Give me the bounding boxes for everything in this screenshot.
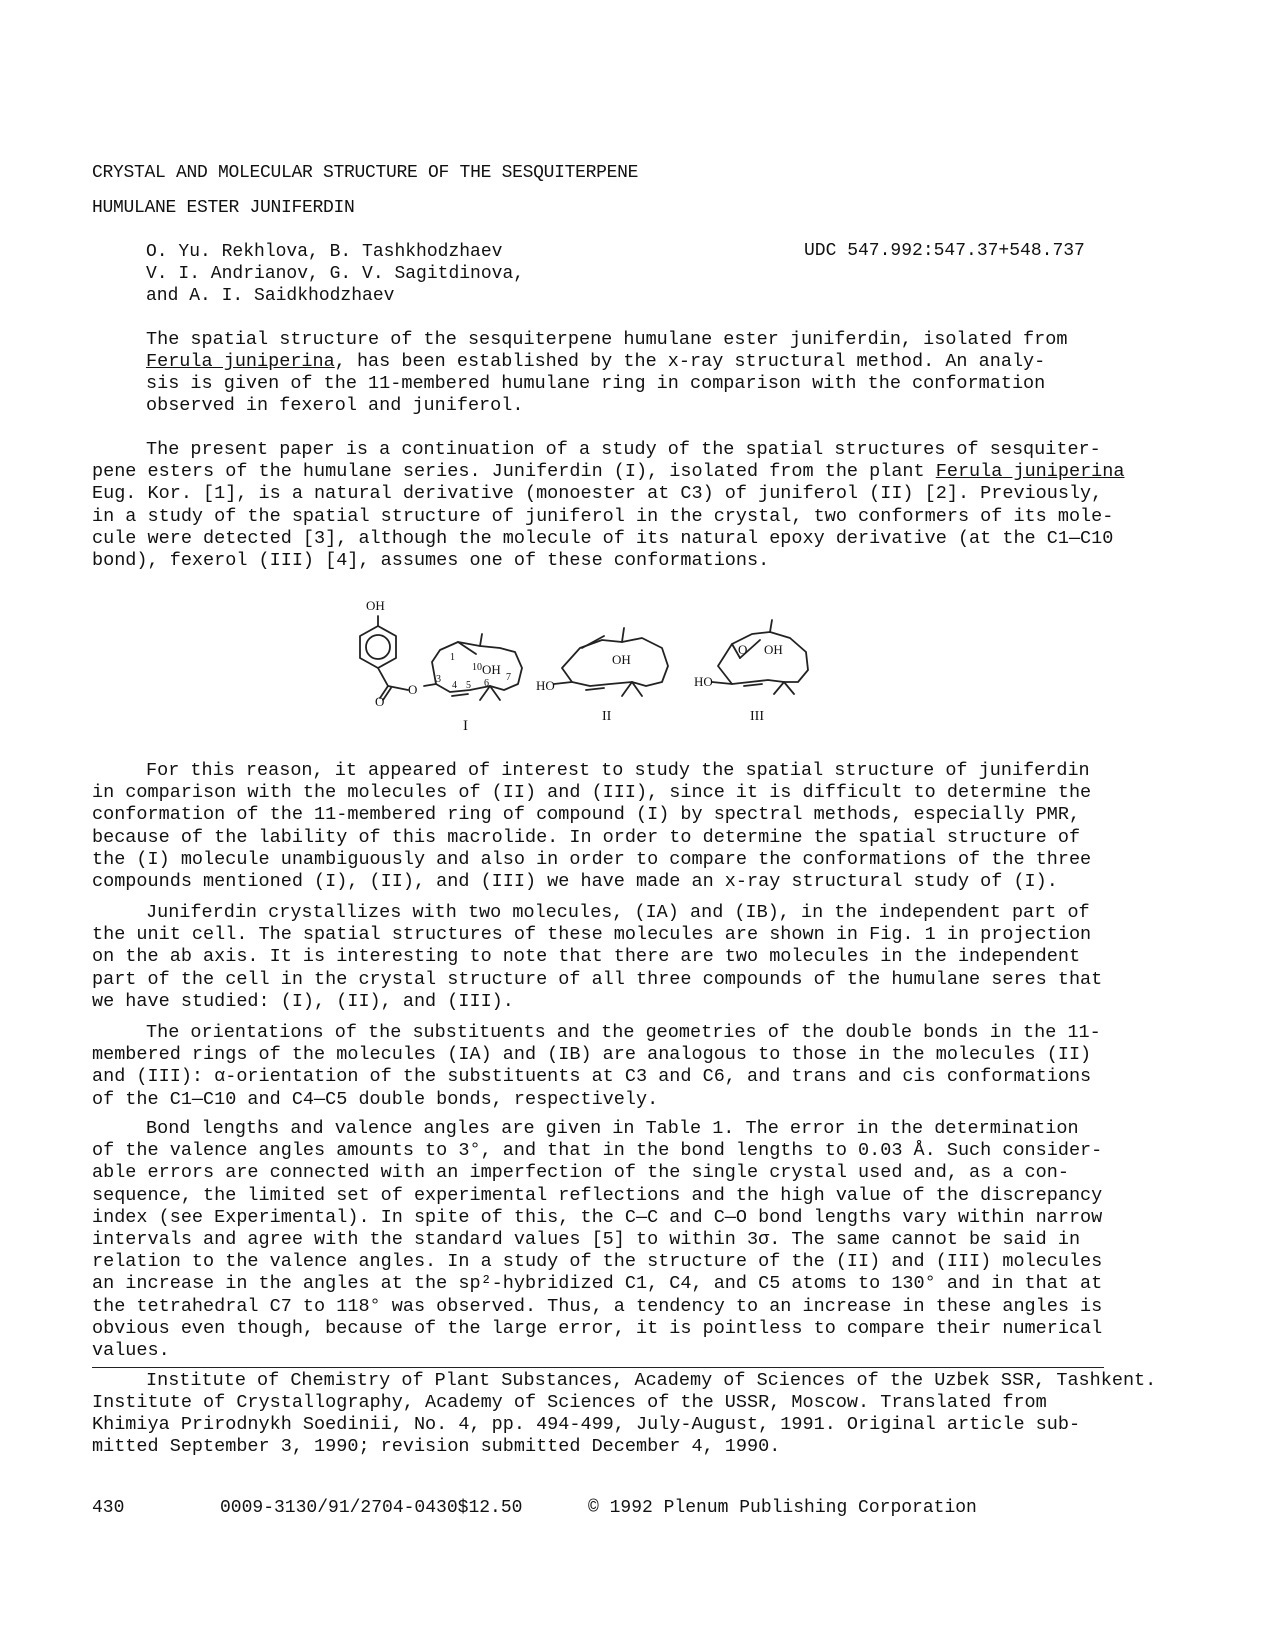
bond: [378, 668, 388, 686]
author-list: [146, 241, 524, 307]
atom-number-4: 4: [452, 680, 457, 691]
footnote-line: mitted September 3, 1990; revision submitted December 4, 1990.: [92, 1436, 781, 1457]
oh-label: OH: [482, 662, 501, 677]
paragraph-line: an increase in the angles at the sp²-hybridized C1, C4, and C5 atoms to 130° and in that at: [92, 1273, 1103, 1295]
paragraph-crystal: [92, 902, 1122, 1013]
abstract-line: observed in fexerol and juniferol.: [146, 395, 524, 416]
species-name: Ferula juniperina: [935, 461, 1125, 483]
macrocycle-ring-3: [718, 632, 808, 684]
paragraph-line: the (I) molecule unambiguously and also in order to compare the conformations of the three: [92, 848, 1092, 870]
paragraph-line: because of the lability of this macrolide. In order to determine the spatial structure of: [92, 826, 1081, 848]
abstract: [146, 329, 1096, 417]
author-line: and A. I. Saidkhodzhaev: [146, 286, 395, 306]
bond: [744, 684, 762, 686]
compound-label-1: I: [463, 718, 468, 734]
paragraph-line: Juniferdin crystallizes with two molecules, (IA) and (IB), in the independent part of: [146, 902, 1090, 923]
bond: [554, 682, 572, 684]
aromatic-circle: [366, 635, 390, 659]
paragraph-bond-lengths: [92, 1118, 1122, 1362]
paragraph-line: compounds mentioned (I), (II), and (III) we have made an x-ray structural study of (I).: [92, 871, 1058, 893]
abstract-text: , has been established by the x-ray structural method. An analy-: [334, 351, 1046, 372]
copyright-notice: © 1992 Plenum Publishing Corporation: [588, 1498, 977, 1518]
paragraph-line: relation to the valence angles. In a study of the structure of the (II) and (III) molecules: [92, 1251, 1103, 1273]
author-line: V. I. Andrianov, G. V. Sagitdinova,: [146, 264, 525, 284]
oh-label: OH: [366, 598, 385, 613]
atom-number-7: 7: [506, 672, 511, 683]
udc-code: UDC 547.992:547.37+548.737: [804, 241, 1085, 261]
paragraph-line: of the valence angles amounts to 3°, and that in the bond lengths to 0.03 Å. Such consider-: [92, 1140, 1103, 1162]
bond: [480, 634, 482, 646]
ho-label: HO: [536, 678, 555, 693]
atom-number-6: 6: [484, 678, 489, 689]
paragraph-line: sequence, the limited set of experimental reflections and the high value of the discrepancy: [92, 1184, 1103, 1206]
paragraph-line: intervals and agree with the standard values [5] to within 3σ. The same cannot be said in: [92, 1229, 1081, 1251]
abstract-line: The spatial structure of the sesquiterpene humulane ester juniferdin, isolated from: [146, 329, 1068, 350]
bond: [582, 636, 604, 648]
species-name: Ferula juniperina: [146, 351, 335, 372]
bond: [586, 688, 604, 690]
atom-number-1: 1: [450, 652, 455, 663]
paragraph-line: the unit cell. The spatial structures of these molecules are shown in Fig. 1 in projection: [92, 924, 1092, 946]
author-line: O. Yu. Rekhlova, B. Tashkhodzhaev: [146, 242, 503, 262]
footnote-line: Institute of Chemistry of Plant Substances, Academy of Sciences of the Uzbek SSR, Tashkent.: [146, 1370, 1157, 1391]
oh-label: OH: [764, 642, 783, 657]
footnote-line: Khimiya Prirodnykh Soedinii, No. 4, pp. 494-499, July-August, 1991. Original article sub-: [92, 1414, 1081, 1435]
paper-title-line-1: CRYSTAL AND MOLECULAR STRUCTURE OF THE SESQUITERPENE: [92, 163, 639, 183]
paragraph-line: index (see Experimental). In spite of this, the C—C and C—O bond lengths vary within narrow: [92, 1206, 1103, 1228]
paragraph-line: part of the cell in the crystal structure of all three compounds of the humulane seres that: [92, 968, 1103, 990]
paragraph-text: pene esters of the humulane series. Juniferdin (I), isolated from the plant: [92, 461, 936, 483]
paragraph-line: For this reason, it appeared of interest to study the spatial structure of juniferdin: [146, 760, 1090, 781]
abstract-line: [146, 351, 1096, 373]
structures-drawing: [340, 590, 840, 740]
paragraph-line: The orientations of the substituents and the geometries of the double bonds in the 11-: [146, 1022, 1101, 1043]
footnote-divider: [92, 1367, 1104, 1368]
bond: [774, 682, 784, 694]
atom-number-5: 5: [466, 680, 471, 691]
paragraph-line: Eug. Kor. [1], is a natural derivative (monoester at C3) of juniferol (II) [2]. Previously,: [92, 483, 1103, 505]
paragraph-line: in comparison with the molecules of (II) and (III), since it is difficult to determine the: [92, 782, 1092, 804]
paragraph-line: we have studied: (I), (II), and (III).: [92, 990, 514, 1012]
affiliation-footnote: [92, 1370, 1157, 1458]
bond: [452, 694, 468, 696]
compound-label-3: III: [750, 709, 764, 724]
compound-label-2: II: [602, 709, 612, 724]
paragraph-line: on the ab axis. It is interesting to note that there are two molecules in the independent: [92, 946, 1081, 968]
ester-o-label: O: [408, 682, 418, 697]
atom-number-3: 3: [436, 674, 441, 685]
abstract-line: sis is given of the 11-membered humulane ring in comparison with the conformation: [146, 373, 1046, 394]
paragraph-motivation: [92, 760, 1122, 893]
paragraph-line: obvious even though, because of the large error, it is pointless to compare their numerical: [92, 1317, 1103, 1339]
bond: [622, 628, 624, 642]
paragraph-line: membered rings of the molecules (IA) and (IB) are analogous to those in the molecules (II): [92, 1044, 1092, 1066]
paragraph-line: able errors are connected with an imperfection of the single crystal used and, as a con-: [92, 1162, 1069, 1184]
carbonyl-o-label: O: [375, 694, 385, 709]
paragraph-line: in a study of the spatial structure of juniferol in the crystal, two conformers of its mole-: [92, 505, 1114, 527]
bond: [424, 684, 436, 686]
article-code: 0009-3130/91/2704-0430$12.50: [220, 1498, 523, 1518]
paragraph-intro: [92, 439, 1125, 572]
paragraph-line: [92, 461, 1125, 483]
paragraph-line: The present paper is a continuation of a study of the spatial structures of sesquiter-: [146, 439, 1101, 460]
paragraph-line: of the C1—C10 and C4—C5 double bonds, respectively.: [92, 1088, 659, 1110]
bond: [770, 620, 772, 632]
paper-title-line-2: HUMULANE ESTER JUNIFERDIN: [92, 198, 355, 218]
paragraph-line: conformation of the 11-membered ring of compound (I) by spectral methods, especially PMR,: [92, 804, 1081, 826]
paragraph-line: and (III): α-orientation of the substituents at C3 and C6, and trans and cis conformations: [92, 1066, 1092, 1088]
paragraph-line: Bond lengths and valence angles are given in Table 1. The error in the determination: [146, 1118, 1079, 1139]
footnote-line: Institute of Crystallography, Academy of Sciences of the USSR, Moscow. Translated from: [92, 1392, 1047, 1413]
paragraph-line: bond), fexerol (III) [4], assumes one of these conformations.: [92, 550, 770, 572]
paragraph-orientation: [92, 1022, 1122, 1111]
bond: [712, 682, 732, 684]
atom-number-10: 10: [472, 662, 482, 673]
chemical-structures-figure: [340, 590, 840, 740]
epoxide-o-label: O: [738, 642, 748, 657]
page-number: 430: [92, 1498, 125, 1518]
paragraph-line: cule were detected [3], although the molecule of its natural epoxy derivative (at the C1—C10: [92, 527, 1114, 549]
bond: [622, 682, 632, 696]
bond: [784, 682, 794, 694]
oh-label: OH: [612, 652, 631, 667]
ho-label: HO: [694, 674, 713, 689]
paragraph-line: the tetrahedral C7 to 118° was observed. Thus, a tendency to an increase in these angles is: [92, 1295, 1103, 1317]
paragraph-line: values.: [92, 1340, 170, 1362]
